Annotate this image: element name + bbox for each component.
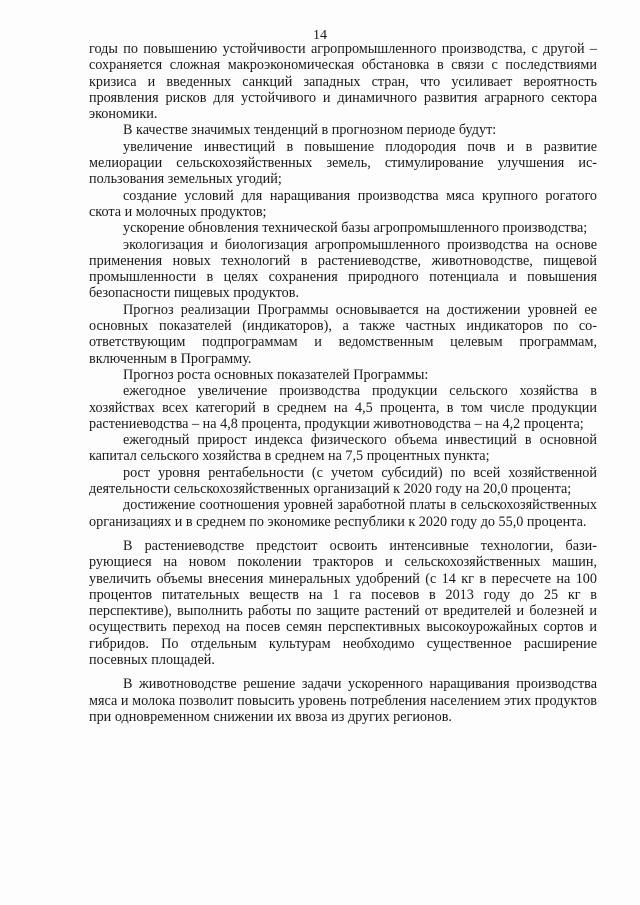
paragraph: Прогноз роста основных показателей Программы: <box>123 366 429 383</box>
list-item: экологизация и биологизация агропромышленного производства на основе применения новых технологий в растениеводстве, животноводстве, пищевой промышленности в целях сохранения природного потенциала и повышения безопасности пищевых продуктов. <box>89 236 597 302</box>
list-item: создание условий для наращивания производства мяса крупного рогатого скота и молочных продуктов; <box>89 187 597 220</box>
list-item: достижение соотношения уровней заработной платы в сельскохозяйственных организациях и в среднем по экономике республики к 2020 году до 55,0 процента. <box>89 497 597 530</box>
list-item: ежегодное увеличение производства продукции сельского хозяйства в хозяйствах всех категорий в среднем на 4,5 процента, в том числе продукции растениеводства – на 4,8 процента, продукции животноводства – на 4,2 процента; <box>89 383 597 432</box>
list-item: рост уровня рентабельности (с учетом субсидий) по всей хозяйственной деятельности сельскохозяйственных организаций к 2020 году на 20,0 процента; <box>89 464 597 498</box>
paragraph: В животноводстве решение задачи ускоренного наращивания производства мяса и молока позволит повысить уровень потребления населением этих продуктов при одновременном снижении их ввоза из других регионов. <box>89 676 597 725</box>
paragraph: В качестве значимых тенденций в прогнозном периоде будут: <box>123 122 497 139</box>
list-item: ускорение обновления технической базы агропромышленного производства; <box>123 220 588 237</box>
document-body <box>89 41 597 725</box>
list-item: увеличение инвестиций в повышение плодородия почв и в развитие мелиорации сельскохозяйственных земель, стимулирование улучшения использования земельных угодий; <box>89 138 597 188</box>
paragraph: годы по повышению устойчивости агропромышленного производства, с другой – сохраняется сложная макроэкономическая обстановка в связи с последствиями кризиса и введенных санкций западных стран, что усиливает вероятность проявления рисков для устойчивого и динамичного развития аграрного сектора экономики. <box>89 41 597 123</box>
page-number: 14 <box>313 28 327 43</box>
paragraph: В растениеводстве предстоит освоить интенсивные технологии, базирующиеся на новом поколении тракторов и сельскохозяйственных машин, увеличить объемы внесения минеральных удобрений (с 14 кг в пересчете на 100 процентов питательных веществ на 1 га посевов в 2013 году до 25 кг в перспективе), выполнить работы по защите растений от вредителей и болезней и осуществить переход на посев семян перспективных высокоурожайных сортов и гибридов. По отдельным культурам необходимо существенное расширение посевных площадей. <box>89 537 597 668</box>
list-item: ежегодный прирост индекса физического объема инвестиций в основной капитал сельского хозяйства в среднем на 7,5 процентных пункта; <box>89 432 597 465</box>
paragraph: Прогноз реализации Программы основывается на достижении уровней ее основных показателей (индикаторов), а также частных индикаторов по соответствующим подпрограммам и ведомственным целевым программам, включенным в Программу. <box>89 301 597 367</box>
